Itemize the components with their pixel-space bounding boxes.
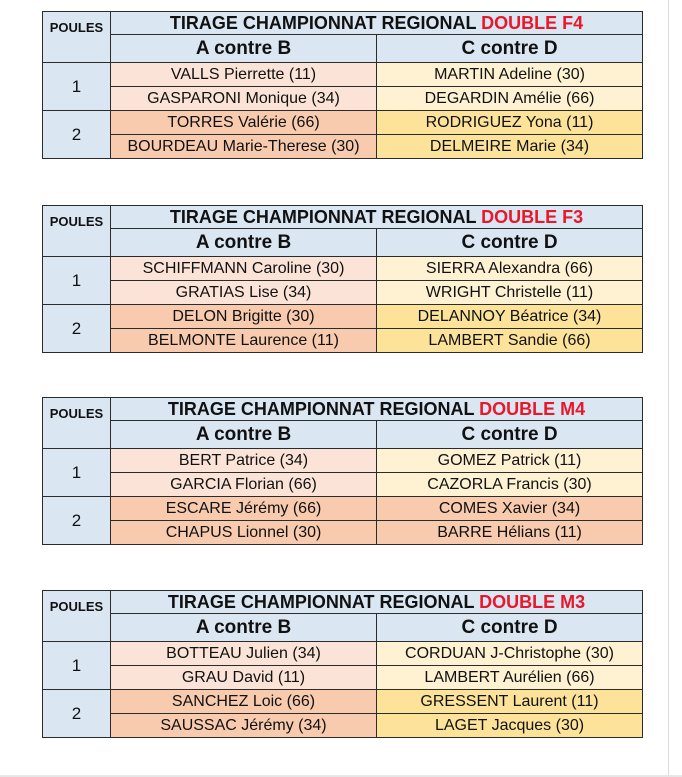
player-d: LAGET Jacques (30) (377, 714, 643, 738)
player-c: COMES Xavier (34) (377, 497, 643, 521)
page-right-border (668, 0, 669, 777)
column-header-a: A contre B (111, 35, 377, 63)
player-b: BOURDEAU Marie-Therese (30) (111, 135, 377, 159)
pool-number: 1 (43, 257, 111, 305)
player-d: WRIGHT Christelle (11) (377, 281, 643, 305)
poules-header: POULES (43, 591, 111, 642)
player-c: SIERRA Alexandra (66) (377, 257, 643, 281)
player-b: CHAPUS Lionnel (30) (111, 521, 377, 545)
player-b: GRAU David (11) (111, 666, 377, 690)
draw-title (111, 206, 643, 229)
pool-number: 1 (43, 63, 111, 111)
draw-title (111, 12, 643, 35)
player-b: GASPARONI Monique (34) (111, 87, 377, 111)
player-c: GOMEZ Patrick (11) (377, 449, 643, 473)
column-header-a: A contre B (111, 229, 377, 257)
player-c: CORDUAN J-Christophe (30) (377, 642, 643, 666)
draw-table-f4 (42, 11, 643, 159)
player-c: GRESSENT Laurent (11) (377, 690, 643, 714)
column-header-a: A contre B (111, 614, 377, 642)
draw-table-f3 (42, 205, 643, 353)
player-a: BOTTEAU Julien (34) (111, 642, 377, 666)
title-category: DOUBLE F3 (481, 206, 584, 227)
player-a: SCHIFFMANN Caroline (30) (111, 257, 377, 281)
column-header-c: C contre D (377, 229, 643, 257)
pool-number: 1 (43, 449, 111, 497)
player-d: LAMBERT Aurélien (66) (377, 666, 643, 690)
pool-number: 2 (43, 305, 111, 353)
player-d: DEGARDIN Amélie (66) (377, 87, 643, 111)
title-prefix: TIRAGE CHAMPIONNAT REGIONAL (167, 398, 480, 419)
player-d: BARRE Hélians (11) (377, 521, 643, 545)
player-b: SAUSSAC Jérémy (34) (111, 714, 377, 738)
player-a: BERT Patrice (34) (111, 449, 377, 473)
title-prefix: TIRAGE CHAMPIONNAT REGIONAL (169, 12, 482, 33)
pool-number: 2 (43, 111, 111, 159)
player-a: TORRES Valérie (66) (111, 111, 377, 135)
title-category: DOUBLE M3 (479, 591, 586, 612)
draw-title (111, 591, 643, 614)
player-a: ESCARE Jérémy (66) (111, 497, 377, 521)
column-header-a: A contre B (111, 421, 377, 449)
column-header-c: C contre D (377, 35, 643, 63)
player-d: LAMBERT Sandie (66) (377, 329, 643, 353)
player-a: VALLS Pierrette (11) (111, 63, 377, 87)
draw-table-m4 (42, 397, 643, 545)
draw-table-m3 (42, 590, 643, 738)
draw-title (111, 398, 643, 421)
column-header-c: C contre D (377, 421, 643, 449)
player-b: GRATIAS Lise (34) (111, 281, 377, 305)
pool-number: 1 (43, 642, 111, 690)
pool-number: 2 (43, 497, 111, 545)
player-a: DELON Brigitte (30) (111, 305, 377, 329)
player-a: SANCHEZ Loic (66) (111, 690, 377, 714)
player-d: DELMEIRE Marie (34) (377, 135, 643, 159)
player-b: GARCIA Florian (66) (111, 473, 377, 497)
title-prefix: TIRAGE CHAMPIONNAT REGIONAL (169, 206, 482, 227)
player-c: MARTIN Adeline (30) (377, 63, 643, 87)
column-header-c: C contre D (377, 614, 643, 642)
title-category: DOUBLE F4 (481, 12, 584, 33)
poules-header: POULES (43, 12, 111, 63)
title-category: DOUBLE M4 (479, 398, 586, 419)
poules-header: POULES (43, 398, 111, 449)
title-prefix: TIRAGE CHAMPIONNAT REGIONAL (167, 591, 480, 612)
player-c: DELANNOY Béatrice (34) (377, 305, 643, 329)
player-b: BELMONTE Laurence (11) (111, 329, 377, 353)
player-d: CAZORLA Francis (30) (377, 473, 643, 497)
pool-number: 2 (43, 690, 111, 738)
player-c: RODRIGUEZ Yona (11) (377, 111, 643, 135)
poules-header: POULES (43, 206, 111, 257)
